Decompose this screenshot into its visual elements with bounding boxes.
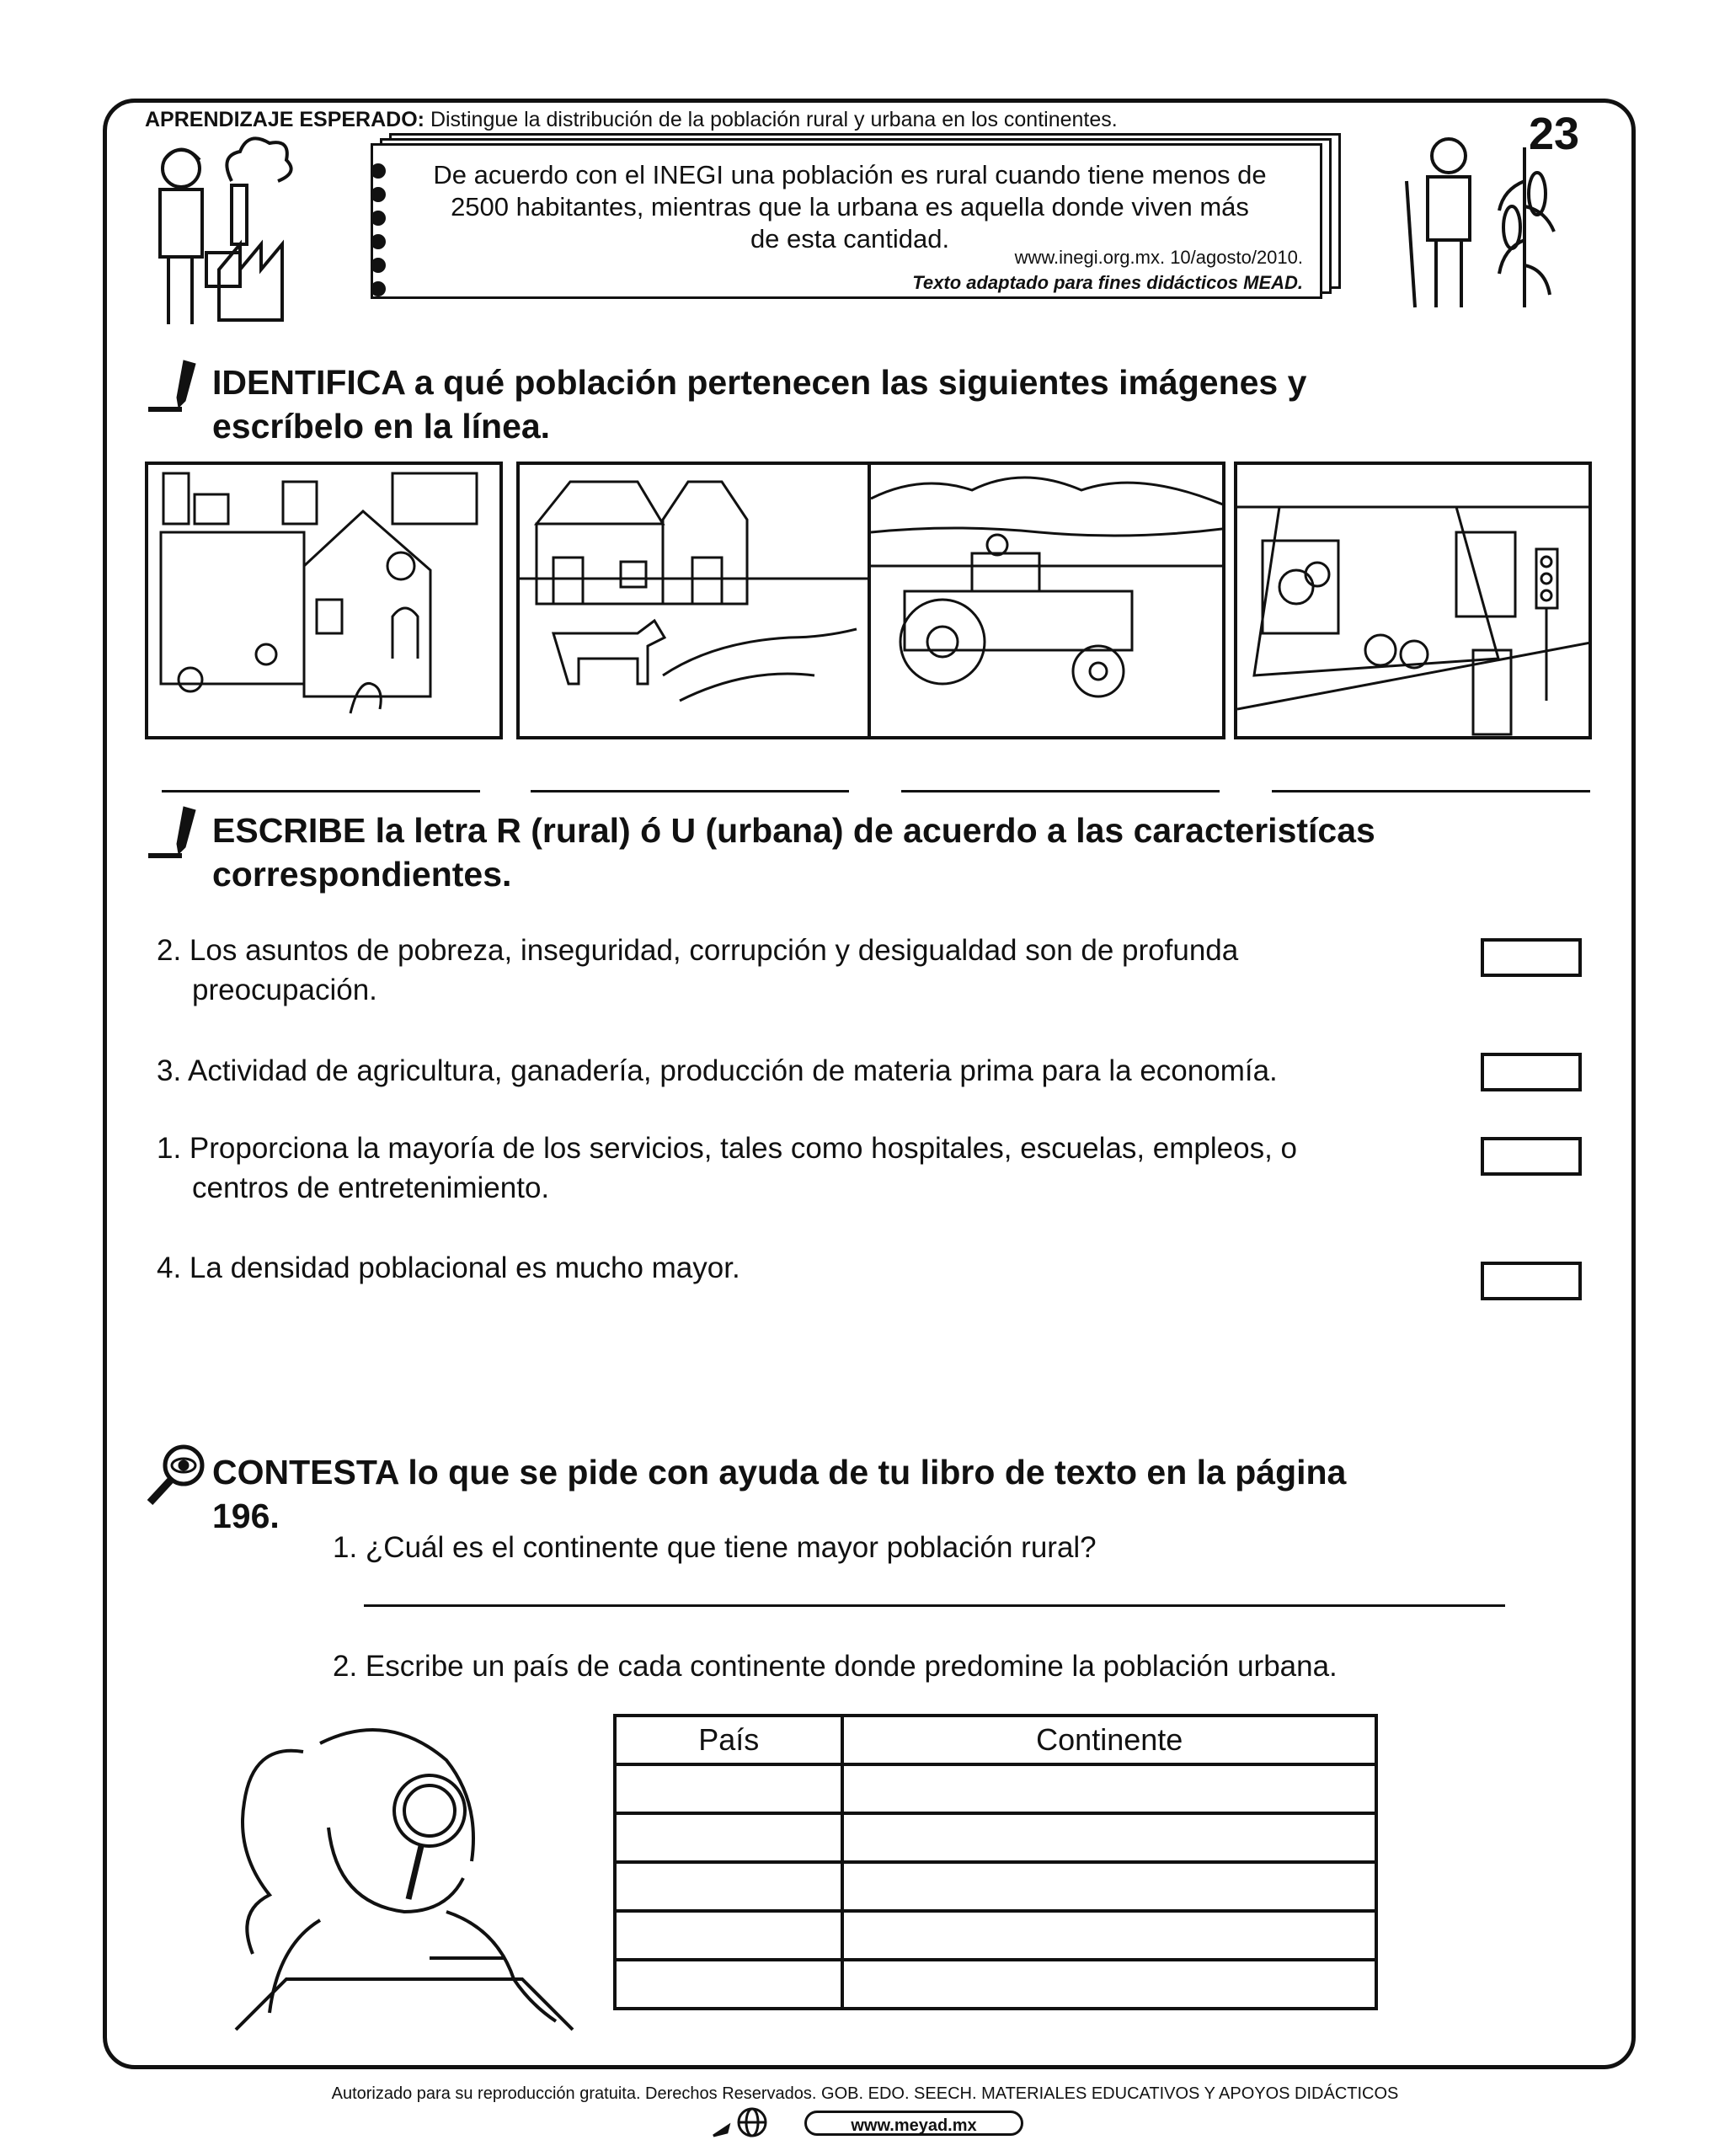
list-item: 3. Actividad de agricultura, ganadería, producción de materia prima para la economía.	[157, 1054, 1278, 1087]
section1-heading: IDENTIFICA a qué población pertenecen las siguientes imágenes y escríbelo en la línea.	[212, 363, 1307, 446]
table-cell[interactable]	[842, 1960, 1376, 2009]
answer-box-1[interactable]	[1481, 938, 1582, 977]
table-cell[interactable]	[615, 1960, 842, 2009]
note-source: www.inegi.org.mx. 10/agosto/2010.	[1014, 247, 1303, 268]
answer-line-4[interactable]	[1272, 790, 1590, 792]
magnifier-eye-icon	[145, 1440, 212, 1508]
answer-box-2[interactable]	[1481, 1053, 1582, 1091]
table-cell[interactable]	[842, 1911, 1376, 1960]
country-continent-table	[613, 1714, 1378, 2010]
answer-line-1[interactable]	[162, 790, 480, 792]
question-1: 1. ¿Cuál es el continente que tiene mayor población rural?	[333, 1531, 1097, 1564]
table-cell[interactable]	[842, 1813, 1376, 1862]
image-garbage-truck	[1234, 462, 1592, 739]
image-barn-cow	[516, 462, 874, 739]
section3-heading: CONTESTA lo que se pide con ayuda de tu libro de texto en la página 196.	[212, 1453, 1347, 1535]
table-row	[615, 1960, 1376, 2009]
spiral-rings-icon	[361, 163, 395, 297]
image-tractor	[868, 462, 1225, 739]
list-item: 1. Proporciona la mayoría de los servicios, tales como hospitales, escuelas, empleos, o centros de entretenimiento.	[157, 1132, 1297, 1204]
section2-heading: ESCRIBE la letra R (rural) ó U (urbana) de acuerdo a las caracteristícas correspondientes.	[212, 811, 1375, 894]
note-line-3: de esta cantidad.	[750, 224, 950, 253]
note-line-2: 2500 habitantes, mientras que la urbana es aquella donde viven más	[451, 192, 1249, 221]
table-cell[interactable]	[615, 1862, 842, 1911]
image-city-house	[145, 462, 503, 739]
farmer-corn-illustration	[1381, 131, 1583, 316]
inegi-note	[371, 143, 1322, 299]
table-row	[615, 1813, 1376, 1862]
answer-line-3[interactable]	[901, 790, 1220, 792]
footer-text: Autorizado para su reproducción gratuita. Derechos Reservados. GOB. EDO. SEECH. MATERIALES EDUCATIVOS Y APOYOS DIDÁCTICOS	[331, 2084, 1399, 2103]
answer-box-4[interactable]	[1481, 1262, 1582, 1300]
table-row	[615, 1862, 1376, 1911]
question-1-answer-line[interactable]	[364, 1604, 1505, 1607]
answer-box-3[interactable]	[1481, 1137, 1582, 1176]
table-row	[615, 1764, 1376, 1813]
table-cell[interactable]	[842, 1862, 1376, 1911]
table-header-country: País	[615, 1716, 842, 1764]
pencil-icon	[145, 354, 206, 414]
footer-url[interactable]: www.meyad.mx	[804, 2111, 1023, 2136]
list-item: 2. Los asuntos de pobreza, inseguridad, corrupción y desigualdad son de profunda preocupación.	[157, 934, 1239, 1006]
page-number: 23	[1529, 109, 1580, 159]
note-credit: Texto adaptado para fines didácticos MEAD.	[912, 272, 1303, 293]
table-cell[interactable]	[615, 1813, 842, 1862]
table-row	[615, 1911, 1376, 1960]
pencil-icon	[145, 800, 206, 861]
answer-line-2[interactable]	[531, 790, 849, 792]
globe-cursor-icon	[712, 2105, 771, 2139]
table-cell[interactable]	[615, 1911, 842, 1960]
girl-magnifier-illustration	[227, 1718, 581, 2038]
boy-factory-illustration	[135, 135, 337, 337]
question-2: 2. Escribe un país de cada continente donde predomine la población urbana.	[333, 1650, 1338, 1683]
note-line-1: De acuerdo con el INEGI una población es rural cuando tiene menos de	[433, 160, 1267, 189]
list-item: 4. La densidad poblacional es mucho mayor.	[157, 1251, 740, 1284]
table-header-continent: Continente	[842, 1716, 1376, 1764]
table-cell[interactable]	[842, 1764, 1376, 1813]
expected-learning: APRENDIZAJE ESPERADO: Distingue la distribución de la población rural y urbana en los continentes.	[145, 108, 1118, 131]
table-cell[interactable]	[615, 1764, 842, 1813]
